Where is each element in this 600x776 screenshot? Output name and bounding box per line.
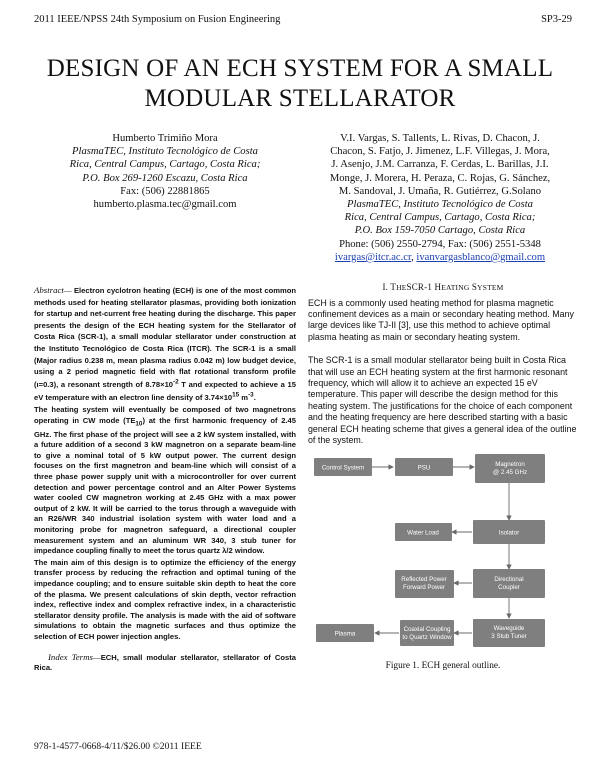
diagram-connectors bbox=[372, 464, 509, 633]
title-line-1: DESIGN OF AN ECH SYSTEM FOR A SMALL bbox=[46, 55, 554, 82]
box-label: Plasma bbox=[334, 630, 356, 638]
box-coaxial-coupling bbox=[400, 620, 454, 646]
box-psu bbox=[395, 458, 453, 476]
abstract-paragraph-2 bbox=[34, 405, 296, 557]
heading-part: SCR-1 H bbox=[406, 282, 442, 292]
abstract-text: m bbox=[239, 393, 249, 403]
index-terms bbox=[34, 652, 296, 674]
author-emails bbox=[302, 251, 578, 264]
box-label: Directional bbox=[494, 576, 524, 583]
box-label: Coaxial Coupling bbox=[403, 626, 451, 633]
box-control-system bbox=[314, 458, 372, 476]
heading-part: HE bbox=[396, 283, 407, 292]
abstract-text: ) at the first harmonic frequency of 2.45 GHz. The first phase of the project will see a 2 kW system installed, with a future addition of a second 3 kW magnetron on a separate beam-line to give a nominal total of 5 kW output power. The current design focuses on the first magnetron and beam-line which will consist of a three phase power supply unit with a microcontroller for over current detection and power percentage control and an Alter Power Systems water cooled CW magnetron working at 2.45 GHz with a max power output of 2 kW. It will be carried to the torus through a waveguide with an R26/WR 340 industrial isolation system with water load and a monitoring probe for magnetron safeguard, a directional coupler measurement system and an aluminum WR 340, 3 stub tuner for impedance coupling finally to meet the torus quartz λ/2 window. bbox=[34, 415, 296, 556]
email-link-1[interactable]: ivargas@itcr.ac.cr bbox=[334, 251, 412, 263]
abstract-column bbox=[34, 285, 296, 674]
box-label: PSU bbox=[417, 464, 431, 472]
title-line-2: MODULAR STELLARATOR bbox=[144, 85, 456, 112]
box-label: Isolator bbox=[498, 529, 520, 537]
box-water-load bbox=[395, 523, 452, 541]
index-terms-label: Index Terms— bbox=[48, 651, 101, 662]
affiliation-line: P.O. Box 159-7050 Cartago, Costa Rica bbox=[354, 225, 526, 237]
author-name: Humberto Trimiño Mora bbox=[112, 133, 218, 144]
section-number: I. bbox=[382, 282, 389, 292]
affiliation-line: P.O. Box 269-1260 Escazu, Costa Rica bbox=[82, 172, 248, 184]
author-names-line: Monge, J. Morera, H. Peraza, C. Rojas, G. Sánchez, bbox=[329, 172, 551, 184]
ech-outline-diagram bbox=[311, 452, 577, 656]
body-paragraph-1: ECH is a commonly used heating method for plasma magnetic confinement devices as a main or secondary heating method. Many large devices like TJ-II [3], use this method to achieve optimal plasma heating as main or secondary heating system. bbox=[308, 297, 574, 342]
page-code: SP3-29 bbox=[541, 14, 572, 25]
phone-fax: Phone: (506) 2550-2794, Fax: (506) 2551-5348 bbox=[339, 238, 541, 250]
heading-part: YSTEM bbox=[477, 283, 504, 292]
index-terms-text: ECH, small modular stellarator, stellarator of Costa Rica. bbox=[34, 652, 296, 673]
abstract-paragraph-1 bbox=[34, 285, 296, 404]
copyright-footer: 978-1-4577-0668-4/11/$26.00 ©2011 IEEE bbox=[34, 741, 202, 752]
subscript: 10 bbox=[135, 420, 143, 428]
abstract-text: Electron cyclotron heating (ECH) is one of the most common methods used for heating stellarator plasmas, providing both ionization for startup and net-current free heating during the discharge. This paper presents the design of the ECH heating system for the Stellarator of Costa Rica (SCR-1), a small modular stellarator under construction at the Instituto Tecnológico de Costa Rica (ITCR). The SCR-1 is a small (Major radius 0.238 m, mean plasma radius 0.042 m) low budget device, using a 2 period magnetic field with flat rotational transform profile (ι=0.3), a resonant strength of 8.78×10 bbox=[34, 286, 296, 390]
abstract-text: The heating system will eventually be composed of two magnetrons operating in CW mode (TE bbox=[34, 405, 296, 425]
running-header: 2011 IEEE/NPSS 24th Symposium on Fusion Engineering bbox=[34, 14, 281, 25]
box-label: to Quartz Window bbox=[402, 634, 452, 641]
box-label: Water Load bbox=[407, 529, 439, 537]
box-label: Forward Power bbox=[403, 584, 445, 591]
affiliation-line: PlasmaTEC, Instituto Tecnológico de Costa bbox=[347, 199, 533, 211]
body-paragraph-2: The SCR-1 is a small modular stellarator being built in Costa Rica that will use an ECH heating system at the first harmonic resonant frequency, which will allow it to achieve an expected 15 eV temperature. This paper will describe the design method for this heating system. The justifications for the choice of each component and the heating frequency are here described starting with a basic general ECH heating scheme that gives a general idea of the outline of the system. bbox=[308, 355, 577, 446]
author-email: humberto.plasma.tec@gmail.com bbox=[93, 199, 237, 211]
heading-part: EATING bbox=[441, 283, 470, 292]
box-isolator bbox=[473, 520, 545, 544]
email-link-2[interactable]: ivanvargasblanco@gmail.com bbox=[416, 251, 546, 263]
abstract-text: . bbox=[253, 393, 256, 403]
email-separator: , bbox=[411, 251, 417, 263]
section-1-column bbox=[308, 282, 578, 458]
author-names-line: V.I. Vargas, S. Tallents, L. Rivas, D. Chacon, J. bbox=[340, 133, 540, 144]
author-names-line: J. Asenjo, J.M. Carranza, F. Cerdas, L. Barillas, J.I. bbox=[331, 159, 549, 171]
section-heading bbox=[308, 282, 578, 294]
box-label: Control System bbox=[321, 464, 365, 472]
box-label: Coupler bbox=[498, 584, 520, 591]
box-waveguide bbox=[473, 619, 545, 647]
box-power-meters bbox=[395, 570, 454, 598]
abstract-text: T and expected to achieve a 15 eV temperature with an electron line density of 3.74×10 bbox=[34, 380, 296, 403]
affiliation-line: Rica, Central Campus, Cartago, Costa Rica; bbox=[344, 212, 536, 224]
superscript: 15 bbox=[232, 391, 240, 399]
affiliation-line: PlasmaTEC, Instituto Tecnológico de Costa bbox=[72, 146, 258, 158]
superscript: -3 bbox=[248, 391, 254, 399]
author-names-line: Chacon, S. Fatjo, J. Jimenez, L.F. Villegas, J. Mora, bbox=[330, 146, 550, 158]
author-names-line: M. Sandoval, J. Umaña, R. Gutiérrez, G.Solano bbox=[338, 185, 542, 197]
box-plasma bbox=[316, 624, 374, 642]
paper-title bbox=[0, 54, 600, 114]
abstract-label: Abstract— bbox=[34, 285, 72, 295]
box-label: Reflected Power bbox=[401, 576, 447, 583]
box-label: 3 Stub Tuner bbox=[491, 633, 527, 640]
affiliation-line: Rica, Central Campus, Cartago, Costa Rica; bbox=[69, 159, 261, 171]
superscript: -2 bbox=[173, 378, 179, 386]
figure-caption: Figure 1. ECH general outline. bbox=[385, 661, 501, 671]
author-block-1 bbox=[34, 132, 296, 211]
heading-part: S bbox=[469, 282, 478, 292]
box-label: Magnetron bbox=[495, 461, 525, 468]
box-label: Waveguide bbox=[493, 625, 525, 632]
author-block-2 bbox=[302, 132, 578, 264]
box-directional-coupler bbox=[473, 569, 545, 598]
fax-number: Fax: (506) 22881865 bbox=[120, 185, 210, 197]
heading-part: T bbox=[390, 282, 397, 292]
box-label: @ 2.45 GHz bbox=[492, 469, 528, 476]
box-magnetron bbox=[475, 454, 545, 483]
abstract-paragraph-3: The main aim of this design is to optimize the efficiency of the energy transfer process by reducing the refraction and optimal tuning of the impedance coupling; and to ensure suitable skin depth to heat the core of the plasma. We present calculations of skin depth, vector refraction index, reflective index and complex refractive index, in a characteristic stellarator density profile. The analysis is made with the aid of software simulations to obtain the magnetic surfaces and thus optimize the selection of ECH power injection angles. bbox=[34, 557, 296, 641]
